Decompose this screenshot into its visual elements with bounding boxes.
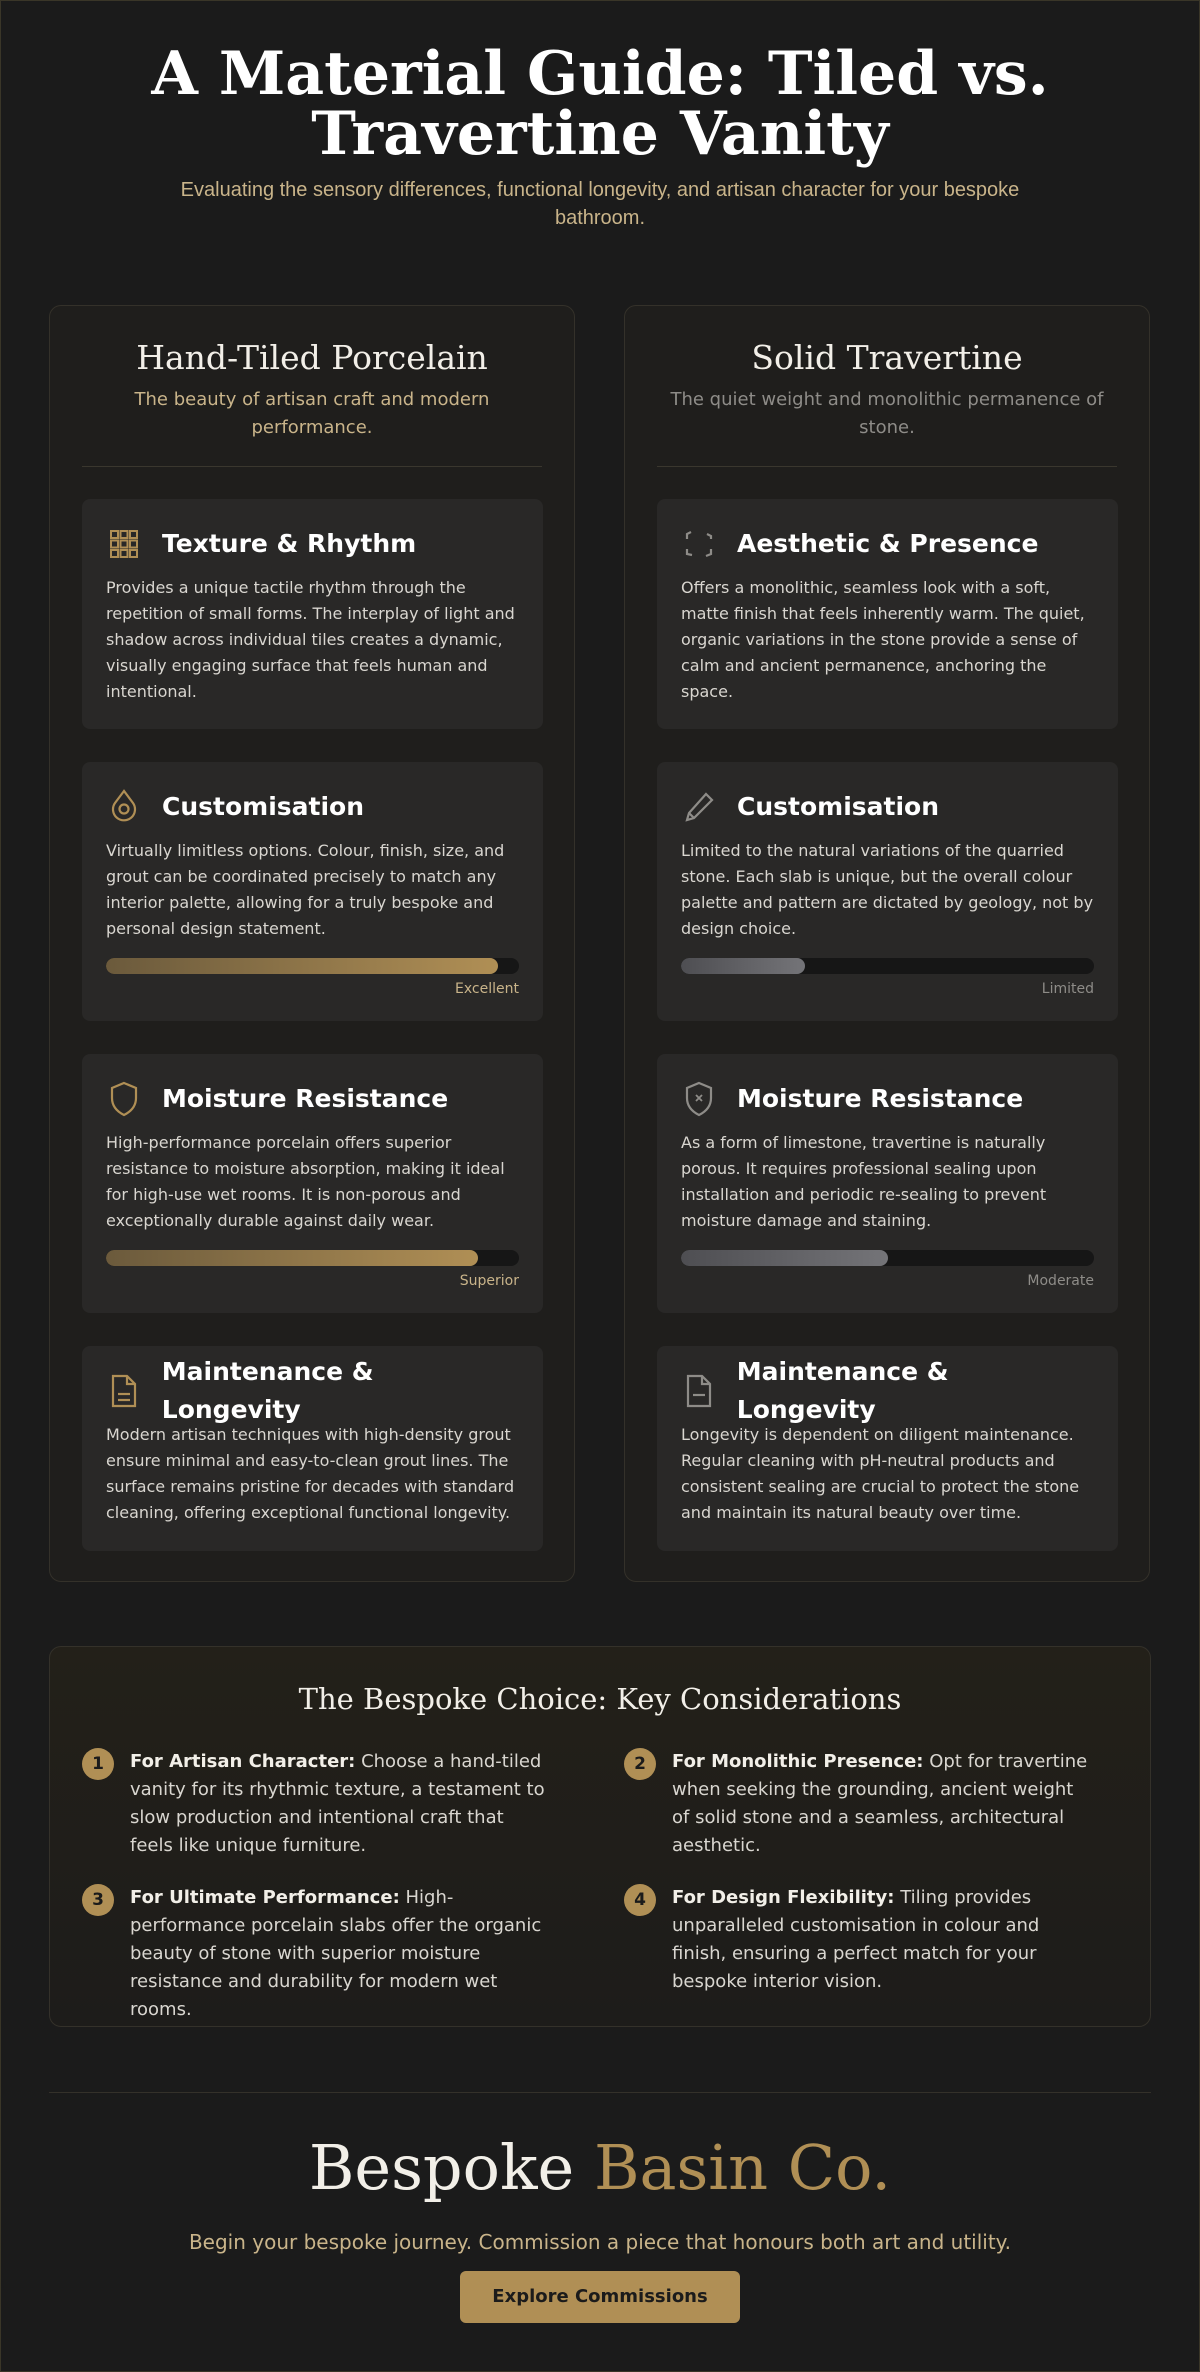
section-title: The Bespoke Choice: Key Considerations (298, 1682, 902, 1716)
shield-x-icon (681, 1081, 717, 1117)
feature-card (82, 1054, 543, 1313)
card-title: Moisture Resistance (162, 1084, 449, 1113)
feature-card (657, 762, 1118, 1021)
consideration-body: High-performance porcelain slabs offer the organic beauty of stone with superior moisture resistance and durability for modern wet rooms. (130, 1887, 542, 2020)
rating-bar (681, 1250, 1094, 1266)
consideration-body: Choose a hand-tiled vanity for its rhythmic texture, a testament to slow production and intentional craft that feels like unique furniture. (130, 1751, 545, 1856)
pencil-icon (681, 789, 717, 825)
feature-card (82, 762, 543, 1021)
grid-icon (106, 526, 142, 562)
card-description: High-performance porcelain offers superior resistance to moisture absorption, making it ideal for high-use wet rooms. It is non-porous and exceptionally durable against daily wear. (106, 1133, 505, 1230)
brand-accent: Basin Co. (593, 2131, 892, 2204)
card-title: Maintenance & Longevity (736, 1357, 949, 1424)
shield-icon (106, 1081, 142, 1117)
footer-tagline: Begin your bespoke journey. Commission a piece that honours both art and utility. (188, 2230, 1012, 2254)
consideration-lead: For Monolithic Presence: (672, 1751, 924, 1772)
column-title: Solid Travertine (751, 338, 1023, 377)
feature-card (657, 1054, 1118, 1313)
footer-divider (49, 2092, 1151, 2093)
porcelain-column (49, 305, 575, 1582)
consideration-text (672, 1884, 1094, 1996)
page-subtitle: Evaluating the sensory differences, functional longevity, and artisan character for your bespoke bathroom. (180, 179, 1020, 229)
card-description: Modern artisan techniques with high-density grout ensure minimal and easy-to-clean grout lines. The surface remains pristine for decades with standard cleaning, offering exceptional functional longevity. (106, 1425, 515, 1522)
document-icon (106, 1373, 142, 1409)
rating-bar-fill (106, 1250, 478, 1266)
step-number: 1 (82, 1748, 114, 1780)
card-description: Offers a monolithic, seamless look with a soft, matte finish that feels inherently warm. The quiet, organic variations in the stone provide a sense of calm and ancient permanence, anchoring the space. (681, 578, 1085, 701)
rating-bar (106, 958, 519, 974)
consideration-item (624, 1884, 1094, 1996)
consideration-lead: For Ultimate Performance: (130, 1887, 400, 1908)
card-title: Maintenance & Longevity (161, 1357, 374, 1424)
feature-card (82, 1346, 543, 1551)
rating-label: Moderate (1027, 1273, 1094, 1289)
consideration-lead: For Artisan Character: (130, 1751, 356, 1772)
frame-corners-icon (681, 526, 717, 562)
consideration-text (672, 1748, 1094, 1860)
consideration-item (82, 1748, 552, 1860)
travertine-column (624, 305, 1150, 1582)
divider (657, 466, 1117, 467)
rating-bar-fill (106, 958, 498, 974)
step-number: 4 (624, 1884, 656, 1916)
consideration-text (130, 1884, 552, 2024)
feature-card (82, 499, 543, 729)
rating-label: Limited (1041, 981, 1094, 997)
column-title: Hand-Tiled Porcelain (136, 338, 488, 377)
card-title: Texture & Rhythm (162, 529, 417, 558)
consideration-text (130, 1748, 552, 1860)
column-subtitle: The beauty of artisan craft and modern performance. (134, 389, 490, 438)
droplet-icon (106, 789, 142, 825)
hero (0, 39, 1200, 232)
column-subtitle: The quiet weight and monolithic permanence of stone. (670, 389, 1104, 438)
consideration-item (82, 1884, 552, 2024)
card-title: Customisation (162, 792, 365, 821)
explore-commissions-button[interactable]: Explore Commissions (460, 2271, 740, 2323)
document-minus-icon (681, 1373, 717, 1409)
column-header (50, 306, 574, 467)
rating-bar (106, 1250, 519, 1266)
rating-bar-fill (681, 1250, 888, 1266)
card-title: Aesthetic & Presence (737, 529, 1039, 558)
card-description: Provides a unique tactile rhythm through the repetition of small forms. The interplay of light and shadow across individual tiles creates a dynamic, visually engaging surface that feels human and intentional. (106, 578, 515, 701)
consideration-body: Opt for travertine when seeking the grounding, ancient weight of solid stone and a seamless, architectural aesthetic. (672, 1751, 1088, 1856)
card-description: Virtually limitless options. Colour, finish, size, and grout can be coordinated precisely to match any interior palette, allowing for a truly bespoke and personal design statement. (106, 841, 505, 938)
feature-card (657, 499, 1118, 729)
page-title: A Material Guide: Tiled vs. Travertine Vanity (151, 39, 1049, 169)
divider (82, 466, 542, 467)
rating-bar (681, 958, 1094, 974)
step-number: 2 (624, 1748, 656, 1780)
rating-bar-fill (681, 958, 805, 974)
card-title: Moisture Resistance (737, 1084, 1024, 1113)
rating-label: Superior (459, 1273, 519, 1289)
feature-card (657, 1346, 1118, 1551)
column-header (625, 306, 1149, 467)
card-title: Customisation (737, 792, 940, 821)
card-description: As a form of limestone, travertine is naturally porous. It requires professional sealing upon installation and periodic re-sealing to prevent moisture damage and staining. (681, 1133, 1047, 1230)
card-description: Limited to the natural variations of the quarried stone. Each slab is unique, but the overall colour palette and pattern are dictated by geology, not by design choice. (681, 841, 1094, 938)
key-considerations (49, 1646, 1151, 2027)
brand-name: Bespoke (308, 2131, 575, 2204)
consideration-item (624, 1748, 1094, 1860)
consideration-lead: For Design Flexibility: (672, 1887, 895, 1908)
brand-logo (0, 2132, 1200, 2204)
consideration-body: Tiling provides unparalleled customisation in colour and finish, ensuring a perfect match for your bespoke interior vision. (672, 1887, 1040, 1992)
card-description: Longevity is dependent on diligent maintenance. Regular cleaning with pH-neutral products and consistent sealing are crucial to protect the stone and maintain its natural beauty over time. (681, 1425, 1080, 1522)
step-number: 3 (82, 1884, 114, 1916)
rating-label: Excellent (455, 981, 519, 997)
